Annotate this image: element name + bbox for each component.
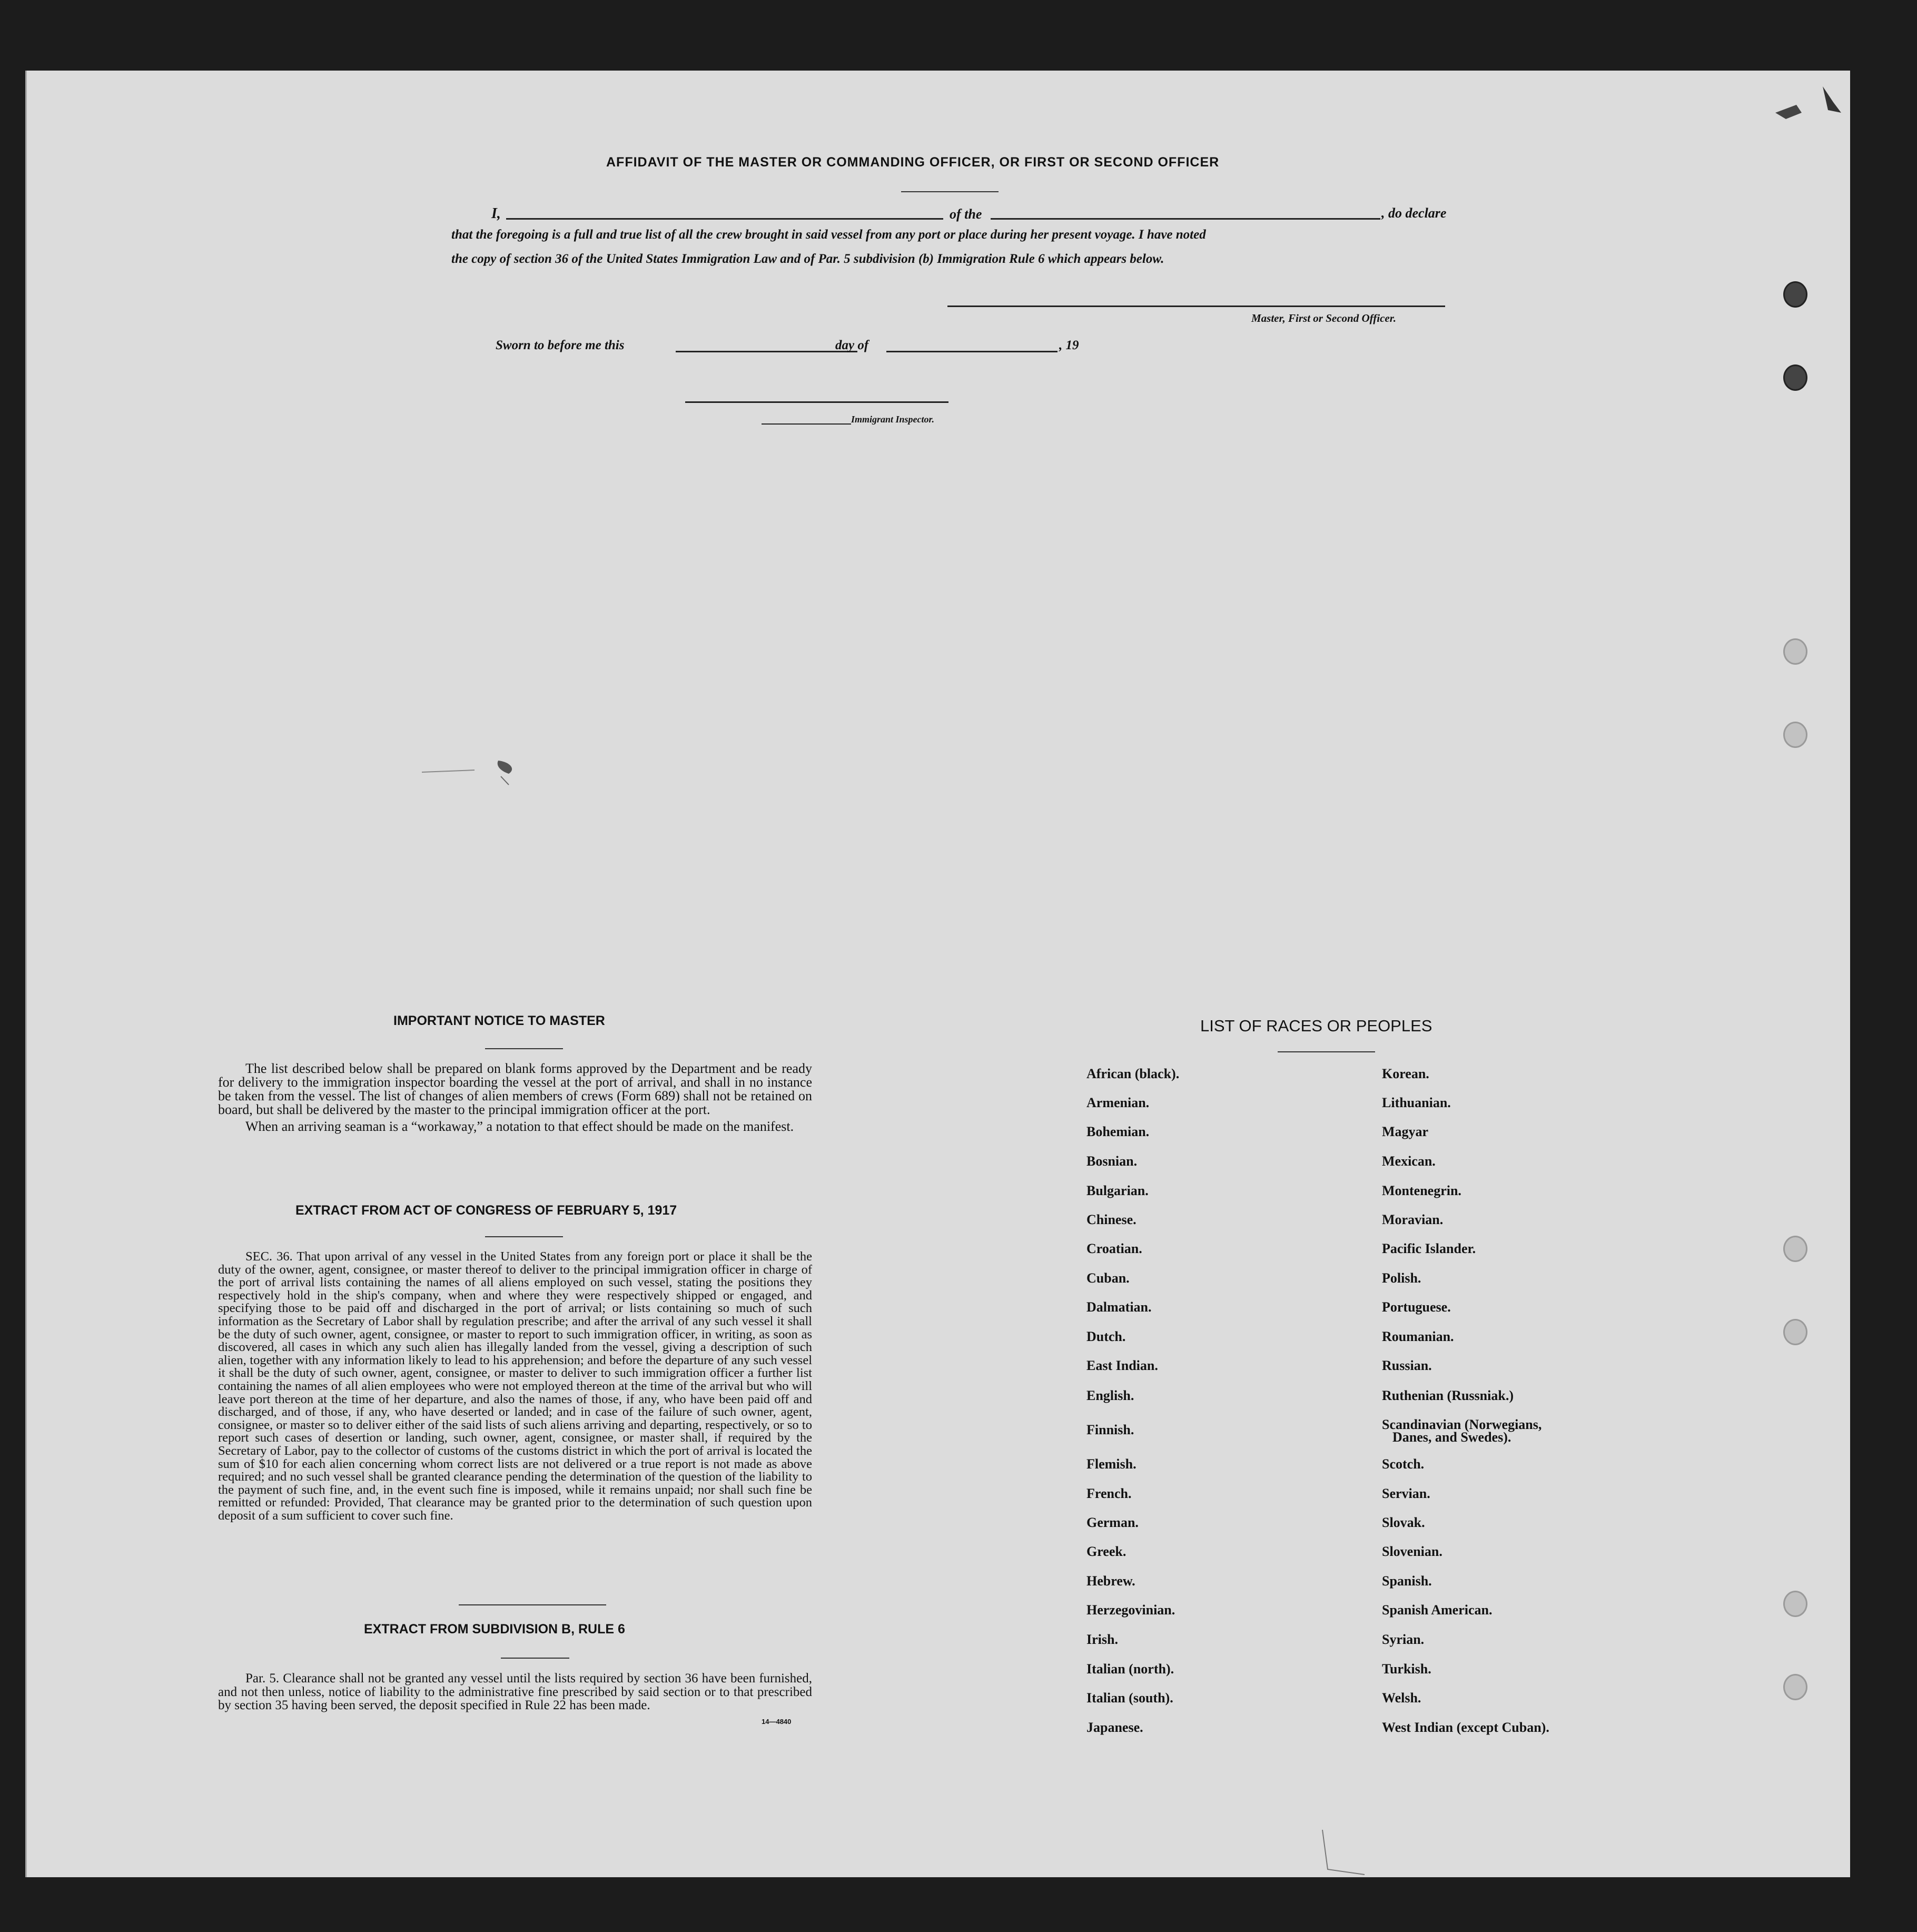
punch-hole [1783, 638, 1807, 665]
race-item: Slovak. [1382, 1515, 1425, 1530]
sworn-label: Sworn to before me this [496, 338, 625, 352]
race-item: Dutch. [1086, 1329, 1126, 1344]
race-item: Lithuanian. [1382, 1095, 1451, 1110]
inspector-label: Immigrant Inspector. [851, 414, 935, 425]
race-item: Italian (north). [1086, 1661, 1174, 1677]
divider [901, 191, 999, 192]
race-item: Pacific Islander. [1382, 1241, 1476, 1256]
inspector-prefix-line [762, 423, 851, 425]
extract-act-body [218, 1250, 812, 1525]
race-item: Servian. [1382, 1486, 1430, 1501]
extract-act-title: EXTRACT FROM ACT OF CONGRESS OF FEBRUARY 5, 1917 [295, 1203, 677, 1218]
race-item: Moravian. [1382, 1212, 1444, 1227]
race-item: Scandinavian (Norwegians, [1382, 1417, 1542, 1432]
divider [485, 1048, 563, 1049]
race-item: Bulgarian. [1086, 1183, 1149, 1198]
punch-hole [1783, 281, 1807, 308]
master-signature-label: Master, First or Second Officer. [1251, 312, 1396, 324]
race-item: Croatian. [1086, 1241, 1142, 1256]
section-36-text: SEC. 36. That upon arrival of any vessel in the United States from any foreign port or place it shall be the duty of the owner, agent, consignee, or master thereof to deliver to the principal immigration officer in charge of the port of arrival lists containing the names of all aliens employed on such vessel, stating the positions they respectively hold in the ship's company, when and where they were respectively shipped or engaged, and specifying those to be paid off and discharged in the port of arrival; or lists containing so much of such information as the Secretary of Labor shall by regulation prescribe; and after the arrival of any such vessel it shall be the duty of such owner, agent, consignee, or master to report to such immigration officer, in writing, as soon as discovered, all cases in which any such alien has illegally landed from the vessel, giving a description of such alien, together with any information likely to lead to his apprehension; and before the departure of any such vessel it shall be the duty of such owner, agent, consignee, or master to deliver to such immigration officer a further list containing the names of all alien employees who were not employed thereon at the time of the arrival but who will leave port thereon at the time of her departure, and also the names of those, if any, who have been paid off and discharged, and of those, if any, who have deserted or landed; and in case of the failure of such owner, agent, consignee, or master so to deliver either of the said lists of such aliens arriving and departing, respectively, or so to report such cases of desertion or landing, such owner, agent, consignee, or master shall, if required by the Secretary of Labor, pay to the collector of customs of the customs district in which the port of arrival is located the sum of $10 for each alien concerning whom correct lists are not delivered or a true report is not made as above required; and no such vessel shall be granted clearance pending the determination of the question of the liability to the payment of such fine, and, in the event such fine is imposed, while it remains unpaid; nor shall such fine be remitted or refunded: Provided, That clearance may be granted prior to the determination of such question upon deposit of a sum sufficient to cover such fine. [218, 1249, 812, 1523]
punch-hole [1783, 1674, 1807, 1700]
scan-blemish [1291, 1825, 1396, 1877]
race-item: Finnish. [1086, 1422, 1134, 1437]
race-item: Chinese. [1086, 1212, 1137, 1227]
sworn-day-field[interactable] [676, 351, 857, 352]
race-item: Syrian. [1382, 1632, 1425, 1647]
race-item: Hebrew. [1086, 1573, 1135, 1589]
race-item: Polish. [1382, 1270, 1421, 1286]
master-signature-field[interactable] [947, 305, 1445, 307]
race-item: Turkish. [1382, 1661, 1431, 1677]
affidavit-line-3: the copy of section 36 of the United States Immigration Law and of Par. 5 subdivision (b) Immigration Rule 6 which appears below. [451, 252, 1164, 266]
document-page [25, 71, 1850, 1877]
race-item: Italian (south). [1086, 1690, 1173, 1706]
punch-hole [1783, 1319, 1807, 1345]
par-5-text: Par. 5. Clearance shall not be granted any vessel until the lists required by section 36 have been furnished, and not then unless, notice of liability to the administrative fine prescribed by said section or to that prescribed by section 35 having been served, the deposit specified in Rule 22 has been made. [218, 1671, 812, 1712]
race-item: Armenian. [1086, 1095, 1150, 1110]
notice-paragraph: The list described below shall be prepared on blank forms approved by the Department and be ready for delivery to the immigration inspector boarding the vessel at the port of arrival, and shall in no instance be taken from the vessel. The list of changes of alien members of crews (Form 689) shall not be retained on board, but shall be delivered by the master to the principal immigration officer at the port. [218, 1061, 812, 1117]
race-item: Slovenian. [1382, 1544, 1442, 1559]
year-label: , 19 [1059, 338, 1079, 352]
race-item: Welsh. [1382, 1690, 1421, 1706]
race-item: Magyar [1382, 1124, 1429, 1139]
race-item: Spanish American. [1382, 1602, 1493, 1618]
race-item: French. [1086, 1486, 1132, 1501]
notice-title: IMPORTANT NOTICE TO MASTER [393, 1013, 605, 1028]
vessel-field[interactable] [991, 218, 1380, 220]
divider [485, 1236, 563, 1237]
inspector-signature-field[interactable] [685, 401, 948, 403]
form-number: 14—4840 [762, 1718, 792, 1726]
punch-hole [1783, 1236, 1807, 1262]
race-item: Scotch. [1382, 1456, 1425, 1472]
notice-paragraph: When an arriving seaman is a “workaway,” a notation to that effect should be made on the manifest. [245, 1119, 794, 1134]
sworn-month-field[interactable] [886, 351, 1058, 352]
race-item: Spanish. [1382, 1573, 1432, 1589]
race-item: Montenegrin. [1382, 1183, 1461, 1198]
extract-rule-body [218, 1672, 812, 1716]
divider [459, 1604, 606, 1605]
race-item: Bosnian. [1086, 1154, 1138, 1169]
race-item: Portuguese. [1382, 1299, 1451, 1315]
punch-hole [1783, 364, 1807, 391]
race-item: Korean. [1382, 1066, 1429, 1081]
affidavit-line-2: that the foregoing is a full and true list of all the crew brought in said vessel from any port or place during her present voyage. I have noted [451, 228, 1206, 242]
race-item: Irish. [1086, 1632, 1118, 1647]
affidavit-title: AFFIDAVIT OF THE MASTER OR COMMANDING OFFICER, OR FIRST OR SECOND OFFICER [606, 155, 1220, 170]
race-item: Japanese. [1086, 1720, 1143, 1735]
affidavit-declare-label: , do declare [1381, 205, 1447, 221]
race-item: Russian. [1382, 1358, 1432, 1373]
day-of-label: day of [835, 338, 869, 352]
race-item: Dalmatian. [1086, 1299, 1152, 1315]
notice-body [218, 1062, 812, 1137]
divider [501, 1658, 569, 1659]
race-item: East Indian. [1086, 1358, 1158, 1373]
race-item: Flemish. [1086, 1456, 1137, 1472]
race-item: African (black). [1086, 1066, 1180, 1081]
race-item: Herzegovinian. [1086, 1602, 1175, 1618]
name-field[interactable] [506, 218, 943, 220]
race-item: Bohemian. [1086, 1124, 1150, 1139]
race-item: Roumanian. [1382, 1329, 1454, 1344]
race-item: Danes, and Swedes). [1392, 1430, 1511, 1445]
race-item: Ruthenian (Russniak.) [1382, 1388, 1514, 1403]
race-item: Greek. [1086, 1544, 1127, 1559]
race-item: West Indian (except Cuban). [1382, 1720, 1549, 1735]
race-item: German. [1086, 1515, 1139, 1530]
race-item: English. [1086, 1388, 1134, 1403]
extract-rule-title: EXTRACT FROM SUBDIVISION B, RULE 6 [364, 1622, 625, 1637]
race-item: Cuban. [1086, 1270, 1130, 1286]
race-item: Mexican. [1382, 1154, 1436, 1169]
affidavit-i-label: I, [491, 205, 501, 222]
divider [1278, 1051, 1375, 1052]
affidavit-of-the-label: of the [950, 206, 982, 222]
punch-hole [1783, 722, 1807, 748]
scan-blemish [1765, 81, 1849, 134]
races-title: LIST OF RACES OR PEOPLES [1200, 1017, 1432, 1035]
punch-hole [1783, 1591, 1807, 1617]
scan-blemish [417, 750, 532, 792]
